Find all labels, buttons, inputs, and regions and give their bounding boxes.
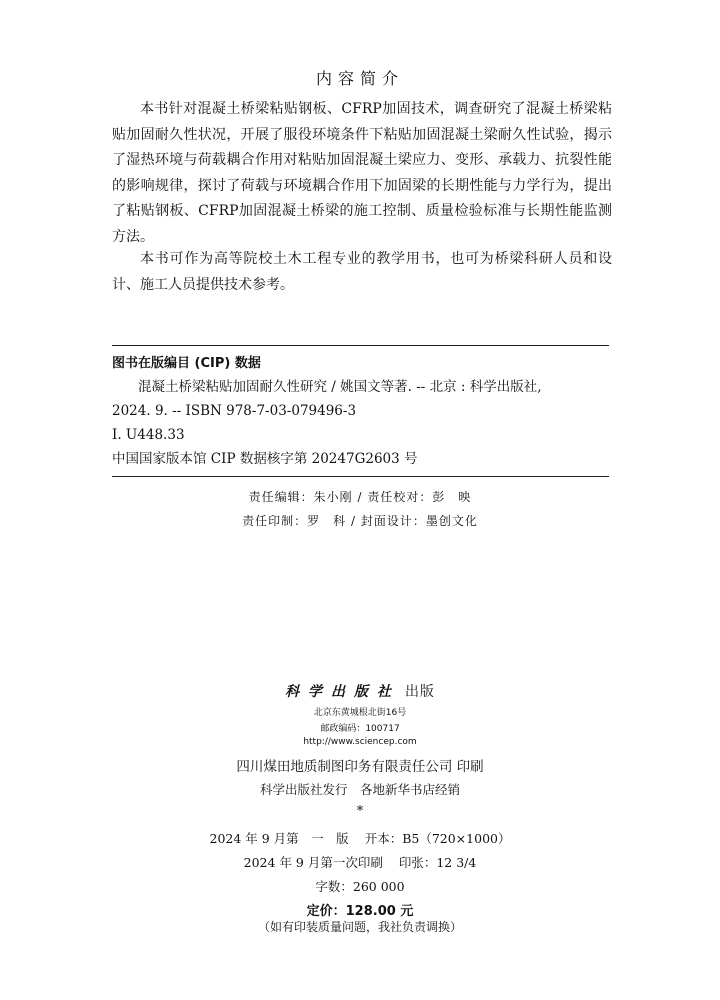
publisher-logo-text: 科学出版社 <box>285 684 401 700</box>
section-title: 内容简介 <box>315 69 404 88</box>
separator-star: * <box>356 804 364 819</box>
edition-date: 2024 年 9 月第 一 版 <box>209 831 349 846</box>
credits-editors: 责任编辑：朱小刚 / 责任校对：彭 映 <box>248 490 472 504</box>
cip-heading: 图书在版编目 (CIP) 数据 <box>112 356 261 371</box>
credits-production: 责任印制：罗 科 / 封面设计：墨创文化 <box>242 514 478 528</box>
cip-line-isbn: 2024. 9. -- ISBN 978-7-03-079496-3 <box>112 403 357 419</box>
publisher-postcode: 邮政编码：100717 <box>320 724 400 734</box>
printing-date: 2024 年 9 月第一次印刷 <box>243 855 383 870</box>
cip-bottom-rule <box>112 476 609 477</box>
word-count: 字数：260 000 <box>315 879 405 894</box>
book-format: 开本：B5（720×1000） <box>364 831 511 846</box>
edition-line <box>0 829 720 847</box>
summary-paragraph-2: 本书可作为高等院校土木工程专业的教学用书，也可为桥梁科研人员和设计、施工人员提供技术参考。 <box>112 251 612 293</box>
distribution: 科学出版社发行 各地新华书店经销 <box>259 782 460 797</box>
printer: 四川煤田地质制图印务有限责任公司 印刷 <box>236 759 484 775</box>
publisher-suffix: 出版 <box>404 684 435 700</box>
price: 定价：128.00 元 <box>306 904 414 919</box>
cip-block <box>112 375 609 471</box>
publisher-address: 北京东黄城根北街16号 <box>313 708 407 718</box>
cip-top-rule <box>112 345 609 346</box>
cip-line-classification: Ⅰ. U448.33 <box>112 427 185 443</box>
printed-sheets: 印张：12 3/4 <box>398 855 477 870</box>
summary-paragraph-1: 本书针对混凝土桥梁粘贴钢板、CFRP加固技术，调查研究了混凝土桥梁粘贴加固耐久性状况，开展了服役环境条件下粘贴加固混凝土梁耐久性试验，揭示了湿热环境与荷载耦合作用对粘贴加固混凝土梁应力、变形、承载力、抗裂性能的影响规律，探讨了荷载与环境耦合作用下加固梁的长期性能与力学行为，提出了粘贴钢板、CFRP加固混凝土桥梁的施工控制、质量检验标准与长期性能监测方法。 <box>112 101 612 245</box>
cip-line-record-number: 中国国家版本馆 CIP 数据核字第 20247G2603 号 <box>112 451 418 467</box>
cip-line-title: 混凝土桥梁粘贴加固耐久性研究 / 姚国文等著. -- 北京 : 科学出版社, <box>138 379 542 395</box>
publisher-url: http://www.sciencep.com <box>303 737 417 747</box>
printing-line <box>0 853 720 871</box>
quality-notice: （如有印装质量问题，我社负责调换） <box>257 920 462 934</box>
publisher-name <box>0 681 720 701</box>
